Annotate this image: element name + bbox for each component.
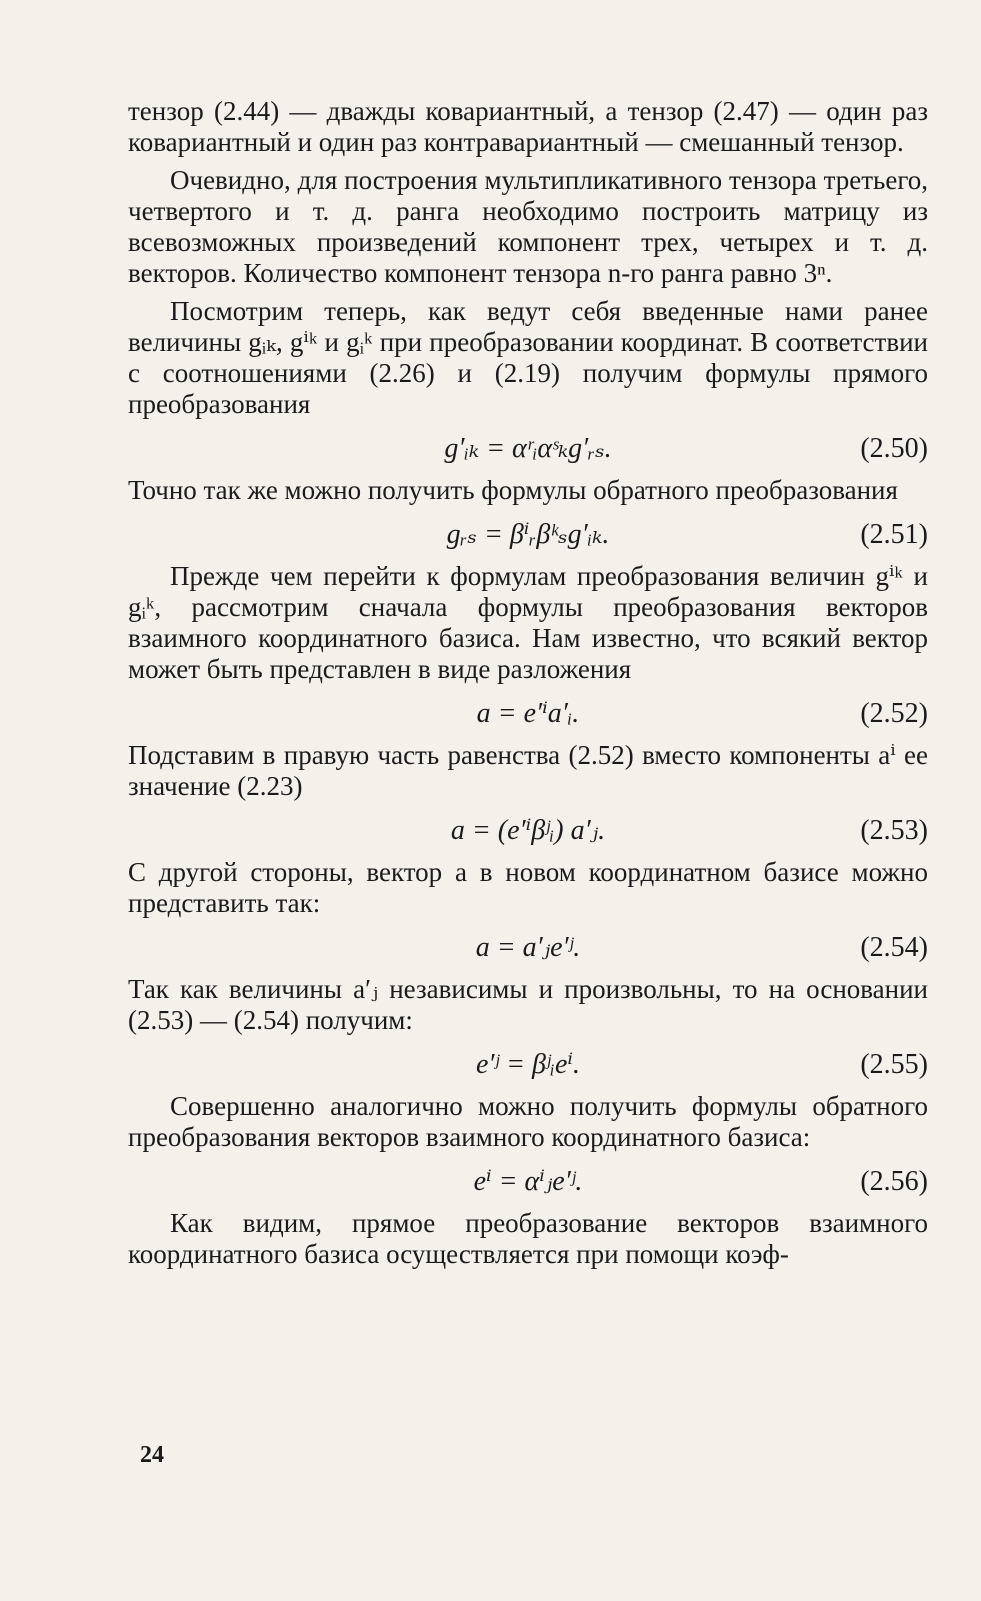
paragraph: С другой стороны, вектор a в новом координатном базисе можно представить так: — [128, 857, 928, 918]
equation-number: (2.53) — [860, 815, 928, 846]
paragraph: Посмотрим теперь, как ведут себя введенные нами ранее величины gᵢₖ, gⁱᵏ и gᵢᵏ при преобразовании координат. В соответствии с соотношениями (2.26) и (2.19) получим формулы прямого преобразования — [128, 296, 928, 419]
equation-number: (2.52) — [860, 698, 928, 729]
equation-2-55 — [128, 1043, 928, 1087]
paragraph: Прежде чем перейти к формулам преобразования величин gⁱᵏ и gᵢᵏ, рассмотрим сначала формулы преобразования векторов взаимного координатного базиса. Нам известно, что всякий вектор может быть представлен в виде разложения — [128, 561, 928, 684]
paragraph: Совершенно аналогично можно получить формулы обратного преобразования векторов взаимного координатного базиса: — [128, 1091, 928, 1152]
paragraph: Подставим в правую часть равенства (2.52) вместо компоненты aⁱ ее значение (2.23) — [128, 740, 928, 801]
paragraph: тензор (2.44) — дважды ковариантный, а тензор (2.47) — один раз ковариантный и один раз контравариантный — смешанный тензор. — [128, 96, 928, 157]
equation-2-52 — [128, 692, 928, 736]
equation-formula: gᵣₛ = βⁱᵣβᵏₛg′ᵢₖ. — [446, 519, 610, 550]
paragraph: Очевидно, для построения мультипликативного тензора третьего, четвертого и т. д. ранга необходимо построить матрицу из всевозможных произведений компонент трех, четырех и т. д. векторов. Количество компонент тензора n-го ранга равно 3ⁿ. — [128, 165, 928, 288]
equation-formula: a = a′ⱼe′ʲ. — [475, 932, 581, 963]
equation-2-51 — [128, 513, 928, 557]
equation-2-54 — [128, 926, 928, 970]
equation-number: (2.55) — [860, 1049, 928, 1080]
paragraph: Точно так же можно получить формулы обратного преобразования — [128, 475, 898, 505]
equation-formula: a = (e′ⁱβʲᵢ) a′ⱼ. — [450, 815, 606, 846]
equation-formula: eⁱ = αⁱⱼe′ʲ. — [473, 1166, 583, 1197]
equation-2-56 — [128, 1160, 928, 1204]
equation-2-53 — [128, 809, 928, 853]
equation-formula: a = e′ⁱa′ᵢ. — [476, 698, 580, 729]
paragraph: Так как величины a′ⱼ независимы и произвольны, то на основании (2.53) — (2.54) получим: — [128, 974, 928, 1035]
body-text — [128, 96, 928, 1277]
page-number: 24 — [140, 1442, 164, 1468]
equation-number: (2.56) — [860, 1166, 928, 1197]
equation-2-50 — [128, 427, 928, 471]
paragraph: Как видим, прямое преобразование векторов взаимного координатного базиса осуществляется при помощи коэф- — [128, 1208, 928, 1269]
equation-number: (2.51) — [860, 519, 928, 550]
equation-formula: g′ᵢₖ = αʳᵢαˢₖg′ᵣₛ. — [444, 433, 612, 464]
equation-number: (2.50) — [860, 433, 928, 464]
equation-formula: e′ʲ = βʲᵢeⁱ. — [475, 1049, 581, 1080]
equation-number: (2.54) — [860, 932, 928, 963]
